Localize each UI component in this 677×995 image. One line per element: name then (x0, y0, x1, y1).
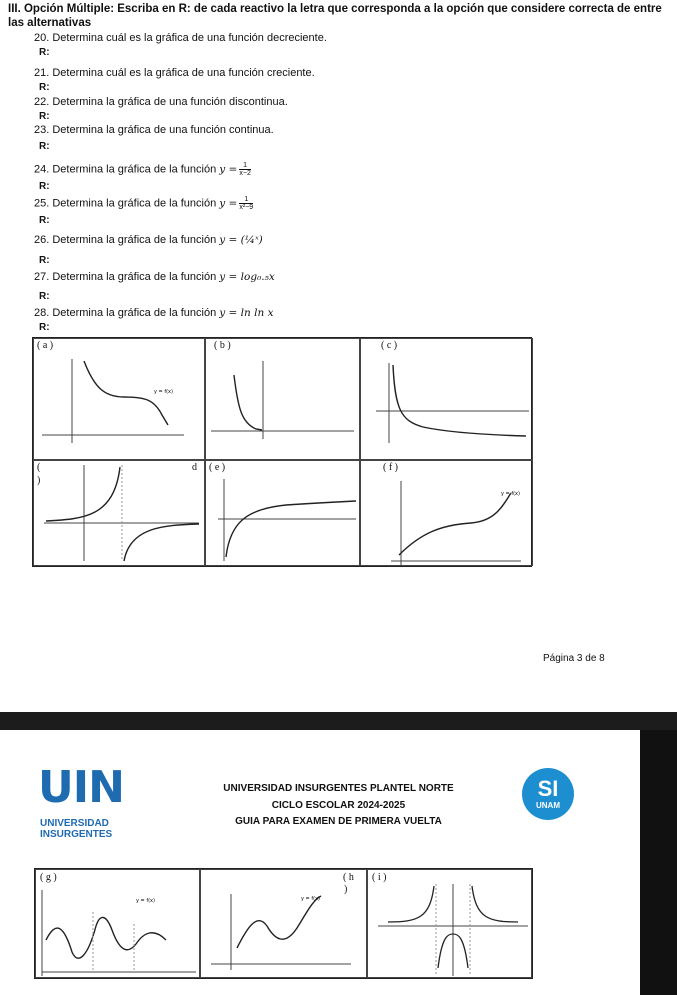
graph-h-fx: y = f(x) (301, 896, 320, 902)
university-name: UNIVERSIDAD INSURGENTES PLANTEL NORTE (223, 783, 454, 794)
graph-options-grid-2 (34, 868, 533, 979)
answer-21: R: (39, 82, 50, 93)
badge-unam: UNAM (536, 801, 560, 810)
question-27 (34, 271, 275, 284)
graph-e[interactable] (205, 460, 360, 566)
question-22: 22. Determina la gráfica de una función discontinua. (34, 96, 288, 108)
question-26-math: y = (¼ˣ) (219, 234, 263, 246)
graph-b-label: ( b ) (214, 340, 231, 351)
graph-d-open: ( (37, 462, 41, 473)
answer-26: R: (39, 255, 50, 266)
question-24-math: y = (219, 163, 238, 176)
fraction-numerator: 1 (239, 196, 253, 204)
graph-i-label: ( i ) (372, 872, 387, 883)
question-20: 20. Determina cuál es la gráfica de una función decreciente. (34, 32, 327, 44)
exam-guide-title: GUIA PARA EXAMEN DE PRIMERA VUELTA (235, 816, 442, 827)
question-24 (34, 162, 251, 177)
page-break-band (0, 712, 677, 730)
graph-f-label: ( f ) (383, 462, 398, 473)
graph-h[interactable] (200, 869, 367, 978)
graph-a-fx: y = f(x) (154, 389, 173, 395)
graph-f-plot (361, 461, 533, 566)
graph-b-plot (206, 339, 360, 460)
question-27-math: y = log₀.₅x (219, 271, 275, 283)
graph-i[interactable] (367, 869, 532, 978)
graph-d[interactable] (33, 460, 205, 566)
question-23: 23. Determina la gráfica de una función continua. (34, 124, 274, 136)
university-logo: UIN (38, 762, 124, 813)
answer-20: R: (39, 47, 50, 58)
graph-i-plot (368, 870, 532, 978)
question-25 (34, 196, 253, 211)
logo-line-2: INSURGENTES (40, 829, 113, 840)
graph-e-label: ( e ) (209, 462, 226, 473)
graph-b[interactable] (205, 338, 360, 460)
graph-a-label: ( a ) (37, 340, 54, 351)
graph-d-close: ) (37, 475, 41, 486)
graph-c[interactable] (360, 338, 533, 460)
question-25-math: y = (219, 197, 238, 210)
answer-22: R: (39, 111, 50, 122)
question-27-text: 27. Determina la gráfica de la función (34, 271, 217, 283)
page-number: Página 3 de 8 (543, 653, 605, 664)
graph-f[interactable] (360, 460, 533, 566)
graph-a[interactable] (33, 338, 205, 460)
graph-h-plot (201, 870, 367, 978)
question-26-text: 26. Determina la gráfica de la función (34, 234, 217, 246)
fraction-denominator: x²−9 (239, 204, 254, 211)
question-24-fraction (239, 162, 250, 177)
graph-h-close: ) (344, 884, 348, 895)
question-28 (34, 307, 274, 320)
graph-c-plot (361, 339, 533, 460)
graph-a-plot (34, 339, 205, 460)
answer-28: R: (39, 322, 50, 333)
logo-line-1: UNIVERSIDAD (40, 818, 109, 829)
graph-g-plot (36, 870, 200, 978)
graph-d-plot (34, 461, 205, 566)
section-header: III. Opción Múltiple: Escriba en R: de cada reactivo la letra que corresponda a la opción que considere correcta de entre las alternativas (8, 3, 662, 29)
graph-h-label: ( h (343, 872, 354, 883)
badge-si: SI (537, 776, 559, 801)
answer-25: R: (39, 215, 50, 226)
fraction-denominator: x−2 (239, 170, 251, 177)
graph-e-plot (206, 461, 360, 566)
graph-g-label: ( g ) (40, 872, 57, 883)
graph-options-grid (32, 337, 532, 567)
graph-g[interactable] (35, 869, 200, 978)
question-25-text: 25. Determina la gráfica de la función (34, 197, 217, 210)
answer-23: R: (39, 141, 50, 152)
question-28-math: y = ln ln x (219, 307, 274, 319)
si-unam-badge (522, 768, 574, 820)
question-24-text: 24. Determina la gráfica de la función (34, 163, 217, 176)
answer-27: R: (39, 291, 50, 302)
fraction-numerator: 1 (239, 162, 250, 170)
graph-f-fx: y = f(x) (501, 491, 520, 497)
question-21: 21. Determina cuál es la gráfica de una función creciente. (34, 67, 315, 79)
question-26 (34, 234, 263, 247)
school-cycle: CICLO ESCOLAR 2024-2025 (271, 800, 406, 811)
graph-g-fx: y = f(x) (136, 898, 155, 904)
graph-c-label: ( c ) (381, 340, 398, 351)
page-edge-band (640, 730, 677, 995)
question-25-fraction (239, 196, 253, 211)
graph-d-label: d (192, 462, 197, 473)
answer-24: R: (39, 181, 50, 192)
question-28-text: 28. Determina la gráfica de la función (34, 307, 217, 319)
